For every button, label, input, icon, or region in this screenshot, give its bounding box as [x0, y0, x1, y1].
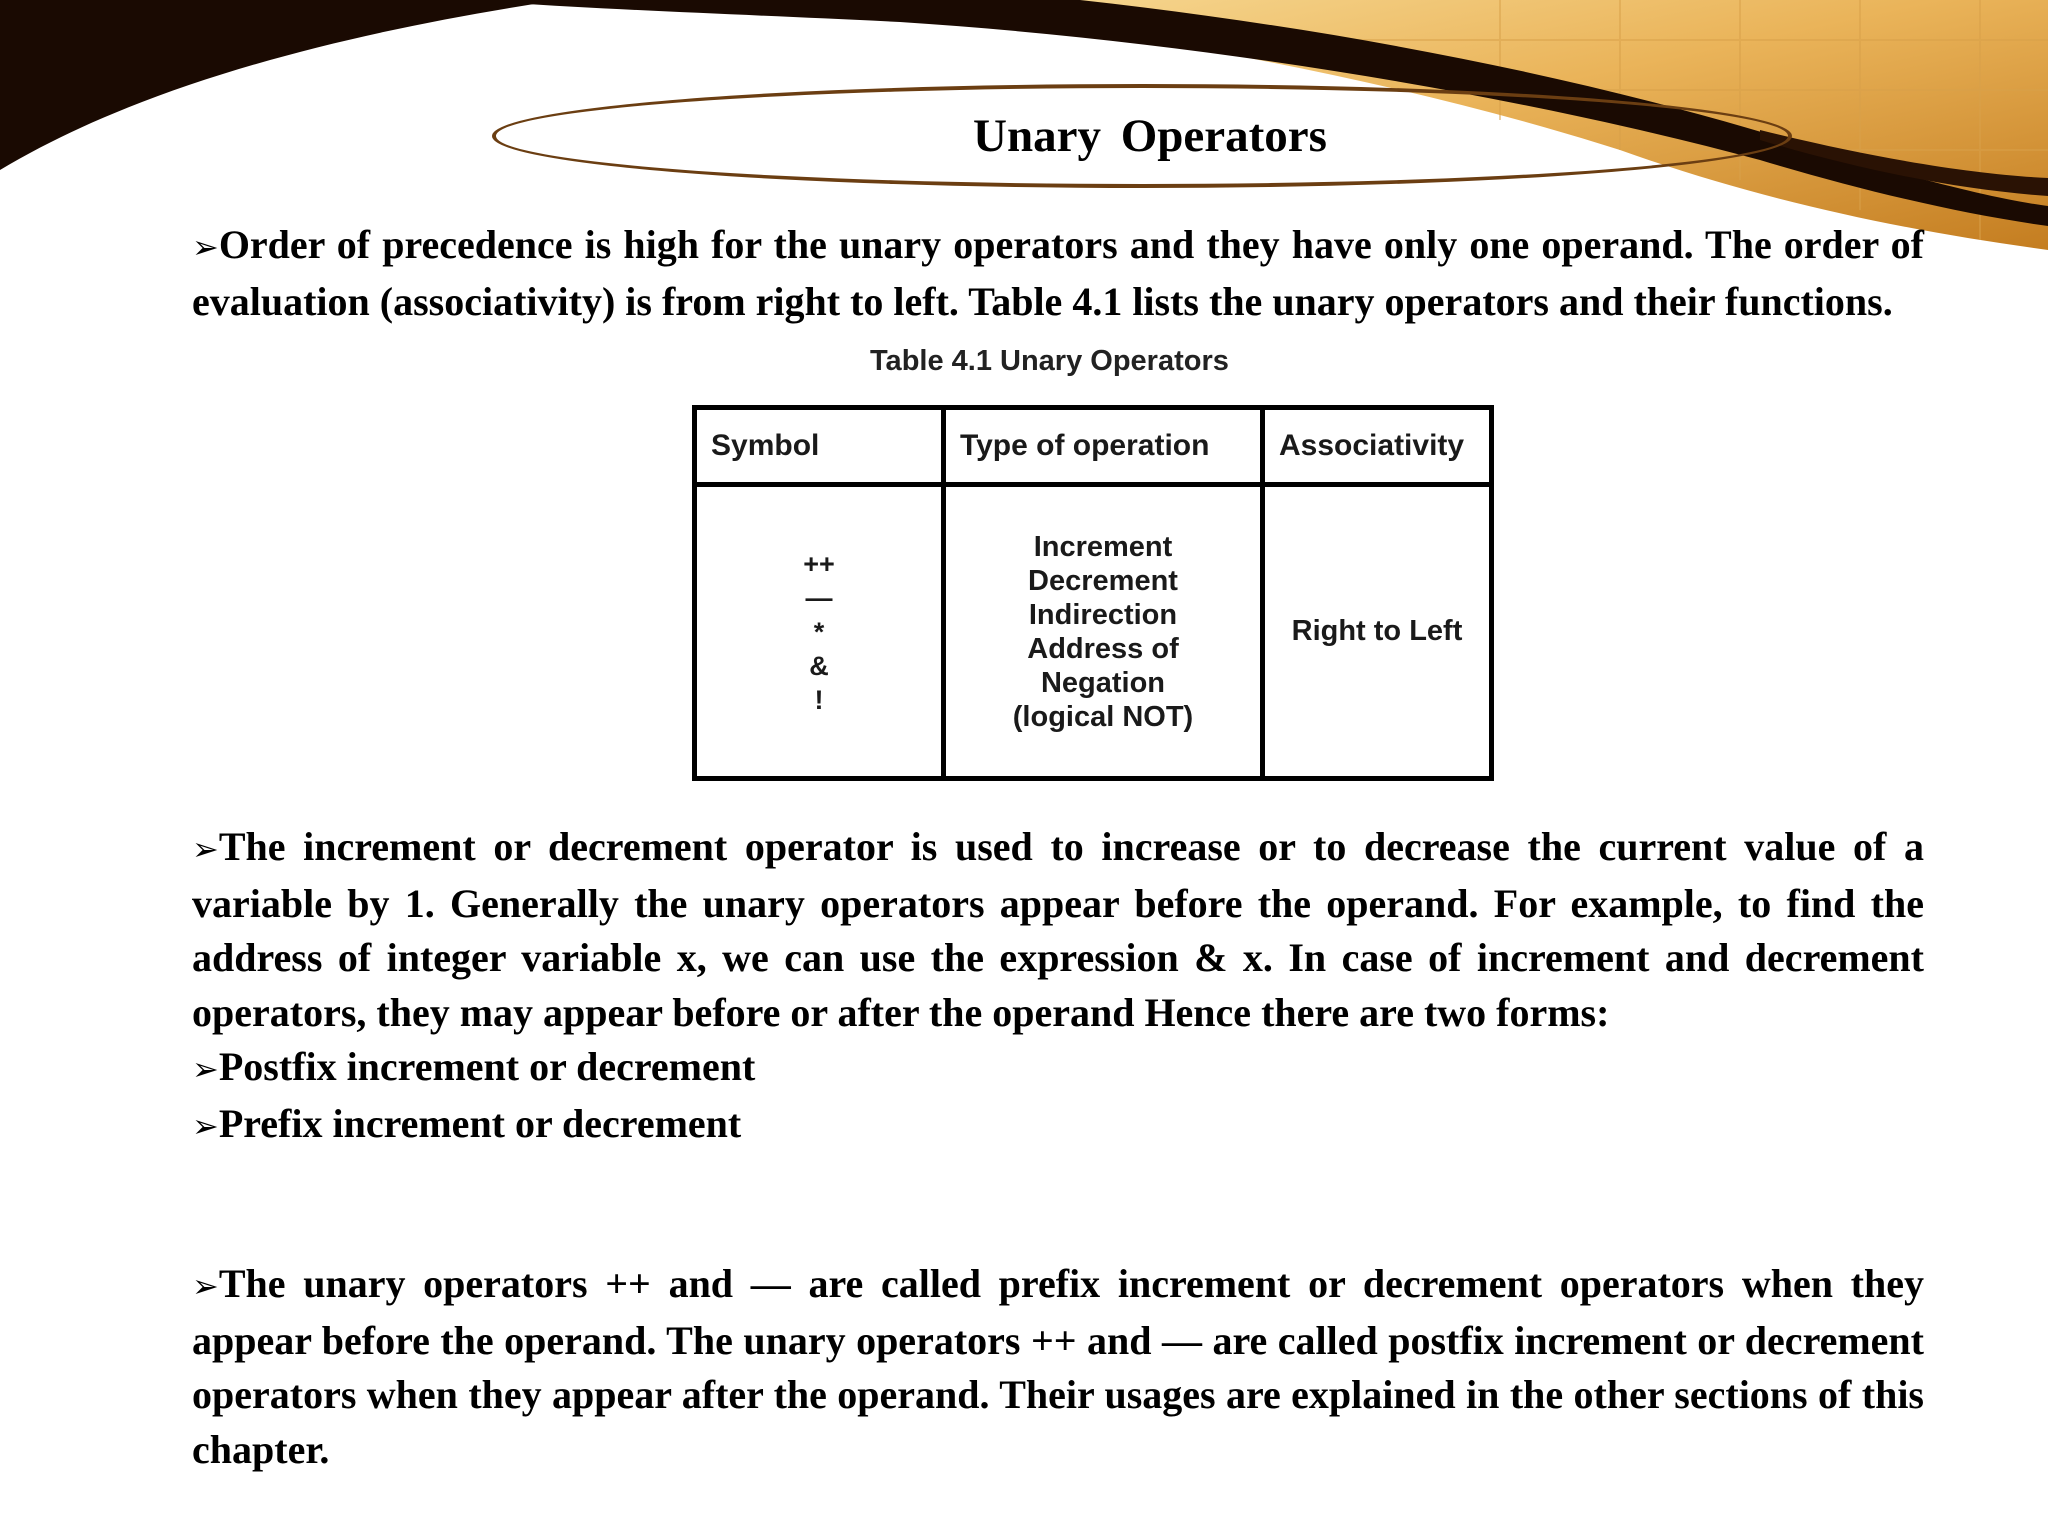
bullet-arrow-icon: ➢ — [192, 1050, 219, 1088]
symbol-address-of: & — [809, 650, 829, 681]
bullet-arrow-icon: ➢ — [192, 830, 219, 868]
bullet-prefix: ➢Prefix increment or decrement — [192, 1100, 742, 1146]
paragraph-precedence: ➢Order of precedence is high for the unary operators and they have only one operand. The order of evaluation (associativity) is from right to left. Table 4.1 lists the unary operators and their functions. — [192, 222, 1924, 324]
symbol-indirection: * — [813, 616, 825, 647]
unary-operators-table — [692, 405, 1494, 781]
dark-swoosh-left — [0, 0, 560, 170]
table-header-row — [695, 408, 1492, 485]
operation-logical-not: (logical NOT) — [1012, 700, 1194, 733]
header-type-of-operation: Type of operation — [944, 408, 1263, 485]
paragraph-prefix-postfix: ➢The unary operators ++ and — are called prefix increment or decrement operators when they appear before the operand. The unary operators ++ and — are called postfix increment or decrement operators when they appear after the operand. Their usages are explained in the other sections of this chapter. — [192, 1261, 1924, 1472]
bullet-postfix: ➢Postfix increment or decrement — [192, 1044, 756, 1089]
operation-decrement: Decrement — [1028, 564, 1178, 597]
symbol-cell — [695, 485, 944, 779]
operation-address-of: Address of — [1027, 632, 1179, 665]
bullet-arrow-icon: ➢ — [192, 228, 219, 266]
bullet-arrow-icon: ➢ — [192, 1106, 219, 1145]
operation-negation: Negation — [1040, 666, 1166, 699]
table-row — [695, 485, 1492, 779]
operation-indirection: Indirection — [1028, 598, 1178, 631]
symbol-negation: ! — [814, 684, 824, 715]
operation-cell — [944, 485, 1263, 779]
symbol-decrement: — — [805, 582, 833, 613]
paragraph-increment: ➢The increment or decrement operator is used to increase or to decrease the current value of a variable by 1. Generally the unary operators appear before the operand. For example, to find the address of integer variable x, we can use the expression & x. In case of increment and decrement operators, they may appear before or after the operand Hence there are two forms: ➢Postfix increment or decrement ➢Prefix increment or decrement — [192, 820, 1924, 1153]
bullet-arrow-icon: ➢ — [192, 1267, 219, 1305]
header-associativity: Associativity — [1263, 408, 1492, 485]
slide-title: Unary Operators — [973, 110, 1327, 162]
operation-increment: Increment — [1033, 530, 1173, 563]
header-symbol: Symbol — [695, 408, 944, 485]
symbol-increment: ++ — [803, 548, 835, 579]
table-caption: Table 4.1 Unary Operators — [870, 345, 1229, 377]
associativity-cell: Right to Left — [1263, 485, 1492, 779]
